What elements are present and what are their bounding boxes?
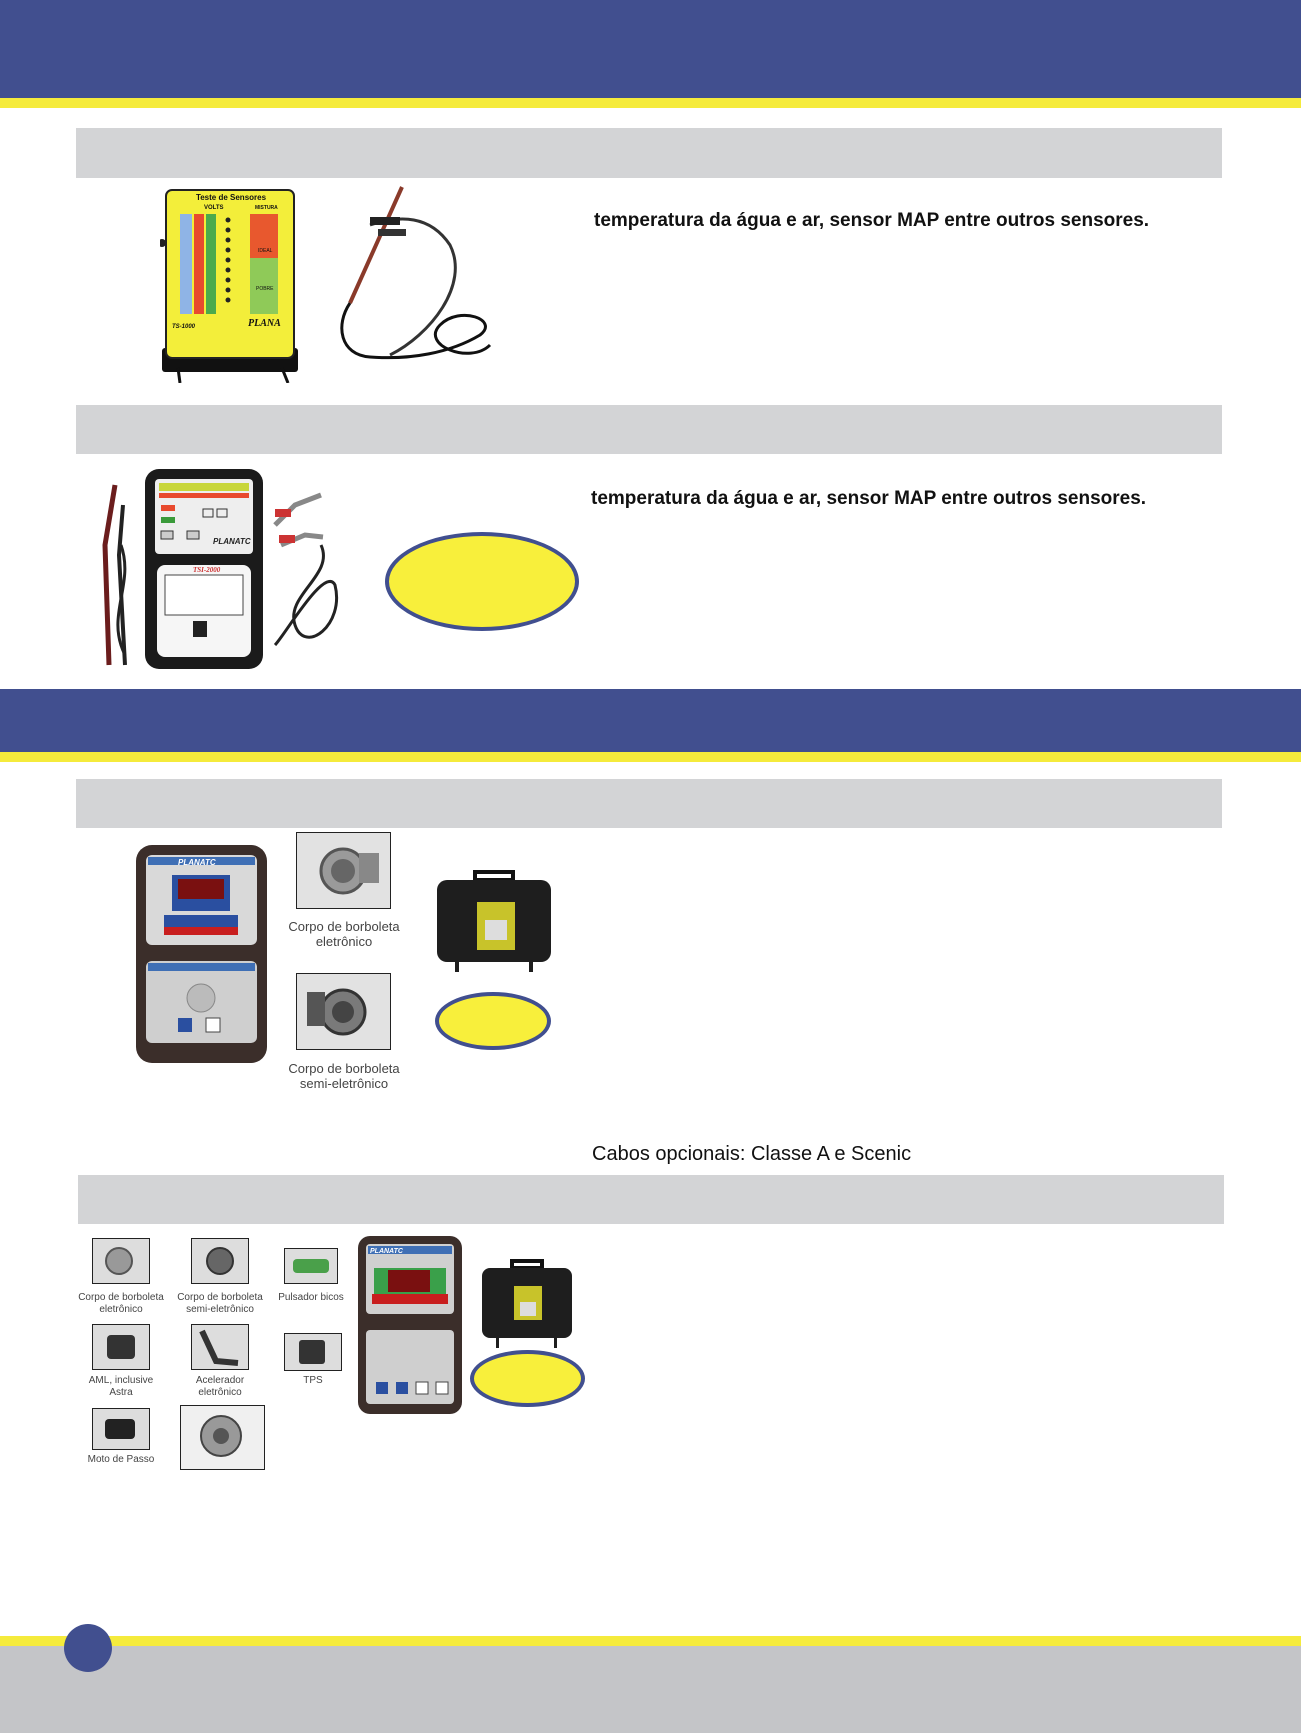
top-header-band [0,0,1301,98]
page-number-circle [64,1624,112,1672]
throttle-body-electronic-image [92,1238,150,1284]
tps-sensor-image [284,1333,342,1371]
device-brand-logo: PLANATC [178,858,216,867]
throttle-body-semi-electronic-image [296,973,391,1050]
throttle-body-semi-electronic-image [191,1238,249,1284]
device-model-label: TSI-2000 [193,566,221,574]
section4-price-oval [470,1350,585,1407]
device-brand-logo: PLANATC [213,537,251,546]
device-poor-label: POBRE [256,286,274,292]
tester-device-image [356,1234,464,1416]
throttle-body-electronic-caption: Corpo de borboleta eletrônico [288,919,400,949]
section3-price-oval [435,992,551,1050]
footer-band [0,1646,1301,1733]
carry-case-image [480,1258,574,1350]
stepper-motor-caption: Moto de Passo [87,1454,155,1465]
footer-stripe [0,1636,1301,1646]
injector-pulser-caption: Pulsador bicos [278,1292,344,1303]
device-title-label: Teste de Sensores [195,193,267,202]
section1-title-bar [76,128,1222,178]
probe-cable-image [330,185,495,370]
section2-description: temperatura da água e ar, sensor MAP entre outros sensores. [591,488,1147,509]
idle-actuator-caption: AML, inclusive Astra [88,1375,154,1398]
throttle-body-semi-electronic-caption: Corpo de borboleta semi-eletrônico [288,1061,400,1091]
component-photo-image [180,1405,265,1470]
electronic-accelerator-image [191,1324,249,1370]
section3-title-bar [76,779,1222,828]
electronic-accelerator-caption: Acelerador eletrônico [195,1375,245,1398]
throttle-body-electronic-caption: Corpo de borboleta eletrônico [78,1292,164,1315]
device-brand-logo: PLANA [248,318,281,329]
carry-case-image [435,868,553,974]
stepper-motor-image [92,1408,150,1450]
top-header-stripe [0,98,1301,108]
device-mixture-label: MISTURA [255,205,278,211]
device-ideal-label: IDEAL [258,248,273,254]
mid-header-band [0,689,1301,752]
section2-title-bar [76,405,1222,454]
throttle-tester-device-image [134,843,269,1065]
device-volts-label: VOLTS [204,205,224,211]
sensor-tester-device-image [160,188,300,383]
throttle-body-semi-electronic-caption: Corpo de borboleta semi-eletrônico [177,1292,263,1315]
section4-title-bar [78,1175,1224,1224]
device-model-label: TS-1000 [172,324,196,330]
section3-cables-note: Cabos opcionais: Classe A e Scenic [592,1143,912,1165]
throttle-body-electronic-image [296,832,391,909]
device-brand-logo: PLANATC [370,1248,403,1255]
injector-tester-device-image [95,465,375,670]
injector-pulser-image [284,1248,338,1284]
section1-description: temperatura da água e ar, sensor MAP entre outros sensores. [594,210,1150,231]
tps-sensor-caption: TPS [303,1375,323,1386]
section2-price-oval [385,532,579,631]
idle-actuator-image [92,1324,150,1370]
mid-header-stripe [0,752,1301,762]
